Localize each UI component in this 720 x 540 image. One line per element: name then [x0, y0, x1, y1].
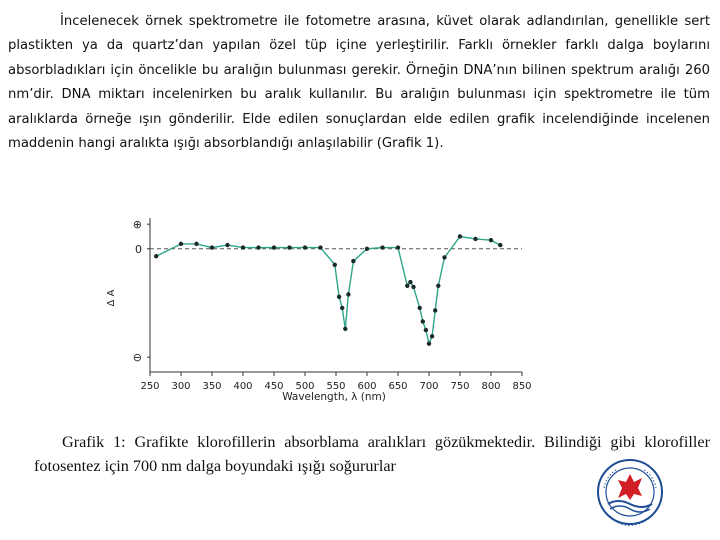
x-tick-label: 700 [419, 381, 439, 392]
data-point [489, 238, 493, 242]
x-tick-label: 600 [357, 381, 377, 392]
chart-axes [147, 218, 522, 376]
x-tick-label: 850 [512, 381, 532, 392]
university-logo-icon [596, 458, 664, 526]
x-tick-label: 550 [326, 381, 346, 392]
data-point [210, 245, 214, 249]
data-point [346, 292, 350, 296]
data-point [408, 280, 412, 284]
y-tick-labels [133, 218, 142, 364]
x-tick-label: 800 [481, 381, 501, 392]
x-tick-label: 300 [171, 381, 191, 392]
data-point [405, 284, 409, 288]
x-tick-label: 500 [295, 381, 315, 392]
data-point [430, 334, 434, 338]
y-tick-label: ⊖ [132, 351, 142, 365]
x-tick-label: 750 [450, 381, 470, 392]
data-point [179, 242, 183, 246]
data-point [154, 254, 158, 258]
data-point [365, 247, 369, 251]
figure-caption: Grafik 1: Grafikte klorofillerin absorblama aralıkları gözükmektedir. Bilindiği gibi klorofiller fotosentez için 700 nm dalga boyundaki ışığı soğururlar [34, 433, 710, 475]
x-axis-label: Wavelength, λ (nm) [282, 391, 386, 403]
data-point [225, 243, 229, 247]
x-tick-label: 350 [202, 381, 222, 392]
data-point [256, 245, 260, 249]
data-point [498, 243, 502, 247]
data-point [424, 328, 428, 332]
y-tick-label: 0 [135, 242, 142, 256]
series-group [154, 234, 502, 346]
data-point [458, 234, 462, 238]
data-point [337, 295, 341, 299]
data-point [351, 259, 355, 263]
data-point [433, 308, 437, 312]
series-line [156, 237, 500, 344]
data-point [241, 245, 245, 249]
data-point [421, 319, 425, 323]
x-tick-label: 250 [140, 381, 160, 392]
data-point [272, 245, 276, 249]
data-point [333, 263, 337, 267]
data-point [427, 341, 431, 345]
y-axis-label: Δ A [106, 289, 117, 307]
y-tick-label: ⊕ [132, 218, 142, 232]
data-point [343, 327, 347, 331]
x-tick-label: 450 [264, 381, 284, 392]
x-tick-label: 650 [388, 381, 408, 392]
data-point [442, 255, 446, 259]
data-point [194, 242, 198, 246]
data-point [287, 245, 291, 249]
data-point [411, 285, 415, 289]
body-paragraph: İncelenecek örnek spektrometre ile fotometre arasına, küvet olarak adlandırılan, genellikle sert plastikten ya da quartz’dan yapılan özel tüp içine yerleştirilir. Farklı örnekler farklı dalga boylarını absorbladıkları için öncelikle bu aralığın bulunması gerekir. Örneğin DNA’nın bilinen spektrum aralığı 260 nm’dir. DNA miktarı incelenirken bu aralık kullanılır. Bu aralığın bulunması için spektrometre ile tüm aralıklarda örneğe ışın gönderilir. Elde edilen sonuçlardan elde edilen grafik incelendiğinde incelenen maddenin hangi aralıkta ışığı absorblandığı anlaşılabilir (Grafik 1). [8, 14, 710, 152]
data-point [396, 245, 400, 249]
data-point [303, 245, 307, 249]
x-tick-label: 400 [233, 381, 253, 392]
data-point [380, 245, 384, 249]
data-point [436, 284, 440, 288]
data-point [473, 237, 477, 241]
data-point [418, 306, 422, 310]
data-point [318, 245, 322, 249]
data-point [340, 306, 344, 310]
absorbance-chart [104, 210, 534, 410]
